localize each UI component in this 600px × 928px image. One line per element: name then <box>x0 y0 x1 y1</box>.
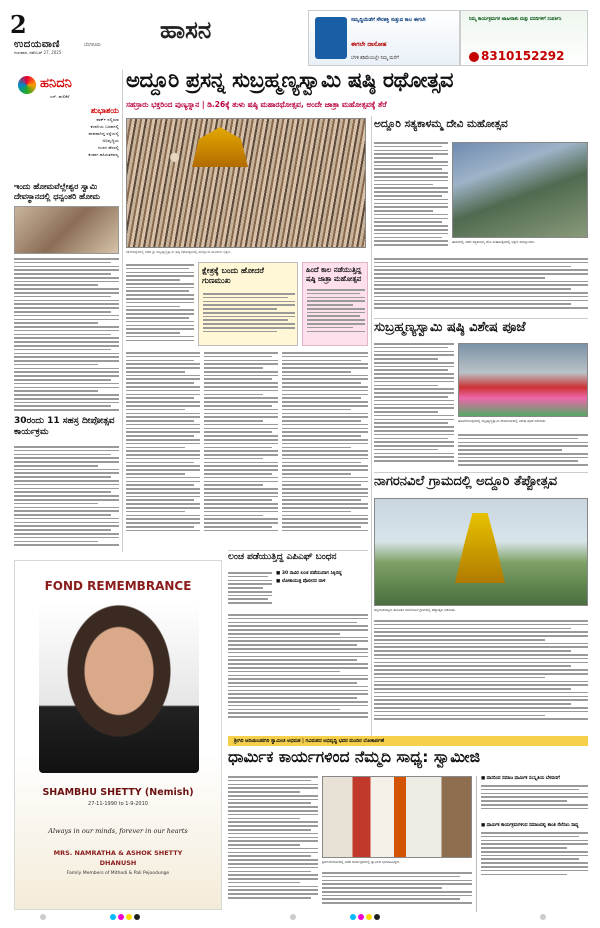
column-author: ಎನ್. ಹುಲಿಕೆರೆ <box>50 94 70 99</box>
poem-line: ಅಭಿವೃದ್ಧಿಯ <box>102 138 119 143</box>
brand-part-b: ದನಿ <box>56 76 72 91</box>
ad-line: ಬೆಳಕ ಕಡಿಮೆಯಲ್ಲೇ ನಿಮ್ಮ ಮನೆಗೆ <box>351 56 399 61</box>
honeycomb-logo-icon <box>18 76 36 94</box>
family-line-3: Family Members of Mithodi & Pali Pejoodunge <box>66 871 170 876</box>
sidebar-box-history <box>302 262 368 346</box>
sidebar-bullet: ■ ದಾಸರಿಂದ ಸಮಾಜ ಧಾರ್ಮಿಕ ಸಂಸ್ಕೃತಿಯ ಬೆಳವಣಿಗೆ <box>481 776 560 781</box>
phone-icon <box>469 52 479 62</box>
poem-line: ಪಾರ್ಕ್ ನಲ್ಲಿರುವ <box>96 117 119 122</box>
main-story-text-col1 <box>126 352 200 546</box>
newspaper-name: ಉದಯವಾಣಿ <box>14 39 60 50</box>
memorial-dates: 27-11-1990 to 1-9-2010 <box>88 801 148 807</box>
eps-bullets <box>276 570 368 610</box>
eps-bullet: ■ ಲೋಕಾಯುಕ್ತ ಪೊಲೀಸರ ದಾಳಿ <box>276 579 326 584</box>
section-title: ಹಾಸನ <box>160 16 212 44</box>
section-rule <box>228 550 368 551</box>
left-story-text <box>14 258 119 412</box>
remembrance-title: FOND REMEMBRANCE <box>44 579 192 593</box>
right-story-2-text <box>374 343 454 473</box>
remembrance-advertisement <box>14 560 222 910</box>
section-rule <box>374 318 588 319</box>
right-story-2-photo <box>458 343 588 417</box>
left-headline-2[interactable]: 30ರಂದು 11 ಸಹಸ್ರ ದೀಪೋತ್ಸವ ಕಾರ್ಯಕ್ರಮ <box>14 416 115 437</box>
sidebar-bullet: ■ ಧಾರ್ಮಿಕ ಕಾರ್ಯಕ್ರಮಗಳಿಂದ ಸಮಾಜದಲ್ಲಿ ಶಾಂತಿ ನೆಲೆಸಲು ಸಾಧ್ಯ <box>481 823 579 828</box>
bottom-strapline: ಶ್ರೀಗಿರಿ ಆದಿಚುಂಚನಗಿರಿ ಸ್ವಾಮೀಜಿ ಅಭಿಮತ | ಗವಿಮಠದ ಅಭಿವೃದ್ಧಿ ಭವನ ಮಂದಿರ ಲೋಕಾರ್ಪಣೆ <box>228 736 588 746</box>
main-photo-caption: ಸಕಲೇಶಪುರದಲ್ಲಿ ನಡೆದ ಶ್ರೀ ಸುಬ್ರಹ್ಮಣ್ಯಸ್ವಾಮಿ ಷಷ್ಠಿ ರಥೋತ್ಸವದಲ್ಲಿ ಪಾಲ್ಗೊಂಡ ಸಾವಿರಾರು ಭಕ್ತರು. <box>126 250 232 254</box>
family-line-1: MRS. NAMRATHA & ASHOK SHETTY <box>53 849 183 857</box>
print-registration-marks <box>0 914 600 924</box>
bottom-story-photo <box>322 776 472 858</box>
main-headline[interactable]: ಅದ್ದೂರಿ ಪ್ರಸನ್ನ ಸುಬ್ರಹ್ಮಣ್ಯಸ್ವಾಮಿ ಷಷ್ಠಿ ರಥೋತ್ಸವ <box>126 68 454 92</box>
memorial-name: SHAMBHU SHETTY (Nemish) <box>42 787 194 798</box>
registration-dot <box>540 914 546 920</box>
bottom-story-text <box>228 776 318 912</box>
right-story-1-photo <box>452 142 588 238</box>
poem-box <box>14 106 119 180</box>
bottom-headline[interactable]: ಧಾರ್ಮಿಕ ಕಾರ್ಯಗಳಿಂದ ನೆಮ್ಮದಿ ಸಾಧ್ಯ: ಸ್ವಾಮೀಜಿ <box>228 748 481 766</box>
registration-dot <box>366 914 372 920</box>
right-story-1-text <box>374 142 448 257</box>
registration-dot <box>118 914 124 920</box>
main-story-text <box>126 264 194 346</box>
registration-dot <box>358 914 364 920</box>
box-headline[interactable]: ಹಿಂದೆ ಕಾಲ ನಡೆಯುತ್ತಿದ್ದ ಷಷ್ಠಿ ಜಾತ್ರಾ ಮಹೋತ್ಸವ <box>306 266 362 283</box>
dateline: ಗುರುವಾರ, ನವೆಂಬರ್ 27, 2025 <box>14 50 62 55</box>
main-story-photo <box>126 118 366 248</box>
column-logo <box>14 72 134 102</box>
bottom-photo-caption: ಶ್ರವಣಬೆಳಗೊಳದಲ್ಲಿ ನಡೆದ ಕಾರ್ಯಕ್ರಮದಲ್ಲಿ ಸ್ವಾಮೀಜಿ ಭಾಗವಹಿಸಿದ್ದರು. <box>322 860 401 864</box>
memorial-portrait <box>39 603 199 773</box>
temple-shape <box>185 127 255 167</box>
top-advertisement-contact[interactable] <box>460 10 588 66</box>
ad-line: ಈಗಲೇ ದಾಸೋಹ <box>351 41 387 48</box>
right-headline-1[interactable]: ಅದ್ದೂರಿ ಸತ್ಯಕಾಳಮ್ಮ ದೇವಿ ಮಹೋತ್ಸವ <box>374 118 508 130</box>
right-story-3-photo <box>374 498 588 606</box>
ad-line: ಸಮೃದ್ಧಿಯೆಡೆಗೆ ಸೌರಶಕ್ತಿ ಸುತ್ತುವ ಕಾಲ ಈಗಲೇ <box>351 17 426 23</box>
registration-dot <box>40 914 46 920</box>
registration-dot <box>110 914 116 920</box>
eps-bullet: ■ 30 ಸಾವಿರ ಲಂಚ ಪಡೆಯುವಾಗ ಸಿಕ್ಕಿಬಿದ್ದ <box>276 571 342 576</box>
right-headline-2[interactable]: ಸುಬ್ರಹ್ಮಣ್ಯಸ್ವಾಮಿ ಷಷ್ಠಿ ವಿಶೇಷ ಪೂಜೆ <box>374 320 526 335</box>
right-photo-3-caption: ಚನ್ನರಾಯಪಟ್ಟಣ ತಾಲೂಕಿನ ನಾಗರನವಿಲೆ ಗ್ರಾಮದಲ್ಲಿ ತೆಪ್ಪೋತ್ಸವ ನಡೆಯಿತು. <box>374 608 456 612</box>
poem-line: ಕಂಡಾಗ ಹಸಿರುತನವಲ್ಲ <box>88 152 119 157</box>
registration-dot <box>290 914 296 920</box>
top-advertisement-solar[interactable] <box>308 10 460 66</box>
box-headline[interactable]: ಕ್ಷೇತ್ರಕ್ಕೆ ಬಂದು ಹೋದರೆ ಗುಣಮುಖ <box>202 266 264 285</box>
poem-title: ಶುಭಾಶಯ <box>90 106 119 115</box>
section-rule <box>374 472 588 473</box>
right-story-3-text <box>374 620 588 732</box>
memorial-tagline: Always in our minds, forever in our hearts <box>48 827 188 835</box>
main-story-text-col3 <box>282 352 368 546</box>
left-headline-1[interactable]: ಇಂದು ಹೋಮವೆಲ್ಲೇಶ್ವರ ಸ್ವಾಮಿ ದೇವಸ್ಥಾನದಲ್ಲಿ ಧನ್ವಂತರಿ ಹೋಮ <box>14 182 100 201</box>
bottom-story-text-b <box>322 872 472 912</box>
right-headline-3[interactable]: ನಾಗರನವಿಲೆ ಗ್ರಾಮದಲ್ಲಿ ಅದ್ದೂರಿ ತೆಪ್ಪೋತ್ಸವ <box>374 474 558 489</box>
family-line-2: DHANUSH <box>99 859 137 867</box>
poem-line: ಪಾಪವಾಗಿದ್ದ ರಸ್ತೆಯಲ್ಲಿ <box>88 131 119 136</box>
poem-line: ಕಂಪನಿಯ ಬರಹದಲ್ಲಿ <box>90 124 119 129</box>
column-rule <box>122 70 123 552</box>
registration-dot <box>134 914 140 920</box>
ad-phone[interactable] <box>469 49 565 63</box>
poem-line: ಗುಣದ ಹೆಸರಲ್ಲಿ <box>97 145 119 150</box>
main-subhead: ಸಹಸ್ರಾರು ಭಕ್ತರಿಂದ ಪುಣ್ಯಸ್ನಾನ | ಡಿ.26ಕ್ಕೆ ತುಳು ಷಷ್ಠಿ ಮಹಾರಥೋತ್ಸವ, ಅಂದೇ ಜಾತ್ರಾ ಮಹೋತ್ಸವಕ್ಕೆ ತೆರೆ <box>126 100 387 109</box>
box-text <box>203 293 295 343</box>
solar-logo-icon <box>315 17 347 59</box>
left-story-2-text <box>14 446 119 552</box>
eps-text-b <box>228 614 368 732</box>
right-photo-2-caption: ಹೊಳೆನರಸೀಪುರದಲ್ಲಿ ಸುಬ್ರಹ್ಮಣ್ಯಸ್ವಾಮಿ ದೇವಾಲಯದಲ್ಲಿ ವಿಶೇಷ ಪೂಜೆ ನಡೆಯಿತು. <box>458 419 547 423</box>
sidebar-text <box>481 785 588 819</box>
left-story-photo <box>14 206 119 254</box>
bottom-sidebar <box>476 776 588 912</box>
brand-part-a: ಹನಿ <box>40 76 57 91</box>
ad-line: ನಿಮ್ಮ ಕಾರ್ಯಕ್ರಮಗಳ ಜಾಹೀರಾತು ಮತ್ತು ವರದಿಗಳಿಗೆ ಸಂಪರ್ಕಿಸಿ <box>469 17 562 22</box>
page-number: 2 <box>10 10 27 39</box>
edition-city: ಬೆಂಗಳೂರು <box>84 43 101 48</box>
right-story-1-text-b <box>374 258 588 316</box>
eps-text-a <box>228 572 272 612</box>
registration-dot <box>126 914 132 920</box>
chariot-shape <box>455 513 505 583</box>
column-rule <box>371 116 372 736</box>
main-story-text-col2 <box>204 352 278 546</box>
registration-dot <box>350 914 356 920</box>
phone-number: 8310152292 <box>481 49 565 63</box>
right-story-2-text-b <box>458 434 588 470</box>
box-text <box>307 289 365 343</box>
column-brand <box>40 76 72 91</box>
eps-headline[interactable]: ಲಂಚ ಪಡೆಯುತ್ತಿದ್ದ ಎಪಿಎಫ್ ಬಂಧನ <box>228 552 337 562</box>
registration-dot <box>374 914 380 920</box>
sidebar-box-healing <box>198 262 298 346</box>
sidebar-text <box>481 832 588 892</box>
right-photo-1-caption: ಹಾಸನದಲ್ಲಿ ನಡೆದ ಸತ್ಯಕಾಳಮ್ಮ ದೇವಿ ಮಹೋತ್ಸವದಲ್ಲಿ ಭಕ್ತರು ಪಾಲ್ಗೊಂಡರು. <box>452 240 536 244</box>
